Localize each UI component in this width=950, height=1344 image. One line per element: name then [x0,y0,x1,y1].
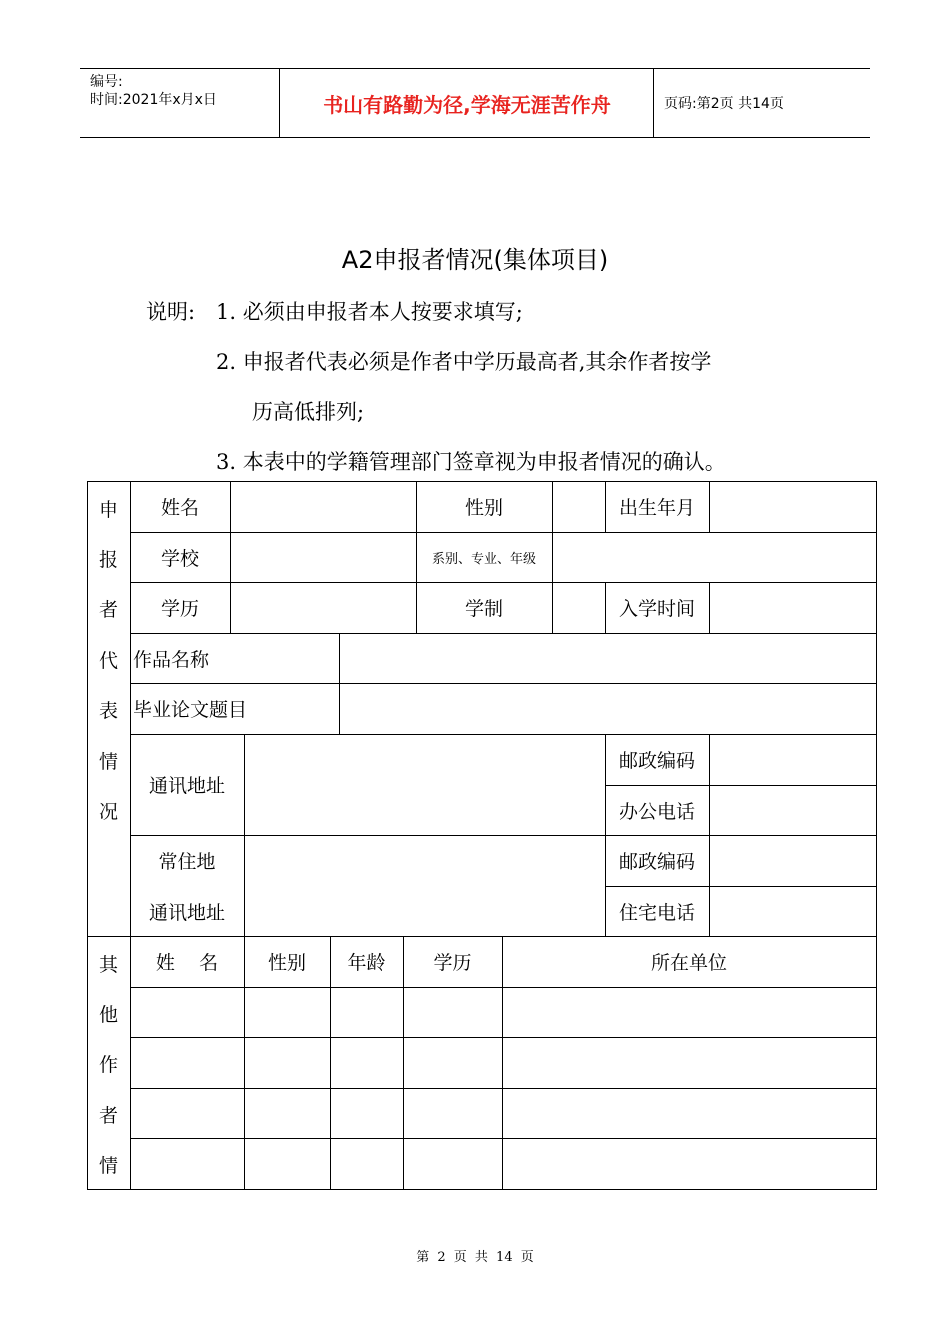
header-meta [80,69,280,137]
header-motto: 书山有路勤为径,学海无涯苦作舟 [281,69,654,137]
col-name-header: 姓 名 [155,952,219,974]
note-item-3: 3. 本表中的学籍管理部门签章视为申报者情况的确认。 [216,450,726,474]
note-item-2: 2. 申报者代表必须是作者中学历最高者,其余作者按学 [216,350,712,374]
postcode2-field[interactable] [710,835,876,886]
birth-field[interactable] [710,481,876,532]
school-field[interactable] [231,532,416,582]
enroll-time-field[interactable] [710,582,876,633]
table-row[interactable] [131,1139,876,1189]
education-label: 学历 [160,598,199,620]
note-item-1: 1. 必须由申报者本人按要求填写; [216,300,523,324]
col-edu-header: 学历 [433,952,472,974]
postcode-field[interactable] [710,734,876,785]
applicant-table [87,481,877,1190]
dept-field[interactable] [553,532,876,582]
section1-label-char: 情 [98,751,118,773]
school-label: 学校 [160,547,199,570]
section2-label-char: 情 [98,1155,118,1177]
page-title: A2申报者情况(集体项目) [341,246,609,274]
mail-address-label: 通讯地址 [148,775,225,797]
permanent-address-label-1: 常住地 [158,851,216,873]
thesis-title-label: 毕业论文题目 [133,699,248,721]
thesis-title-field[interactable] [340,683,876,734]
number-label: 编号: [90,74,123,90]
note-item-2-cont: 历高低排列; [252,400,365,424]
office-phone-field[interactable] [710,785,876,835]
work-title-label: 作品名称 [133,648,210,671]
section2-label-char: 其 [98,954,118,976]
col-gender-header: 性别 [267,952,306,974]
section1-label-char: 申 [98,499,118,521]
col-unit-header: 所在单位 [650,952,727,974]
gender-field[interactable] [553,481,605,532]
schooling-label: 学制 [464,598,503,620]
education-field[interactable] [231,582,416,633]
gender-label: 性别 [464,497,503,519]
time-label: 时间:2021年x月x日 [90,92,217,108]
col-age-header: 年龄 [347,952,386,974]
table-row[interactable] [131,1089,876,1138]
page-footer: 第 2 页 共 14 页 [416,1250,534,1265]
mail-address-field[interactable] [245,734,605,835]
header-page-label: 页码:第2页 共14页 [664,96,784,112]
name-label: 姓名 [160,497,199,519]
section2-label-char: 作 [98,1054,118,1076]
section1-label-char: 表 [98,700,118,722]
table-row[interactable] [131,1038,876,1088]
postcode2-label: 邮政编码 [618,851,695,873]
name-field[interactable] [231,481,416,532]
enroll-time-label: 入学时间 [618,598,695,620]
note-lead: 说明: [146,300,196,324]
section1-label-char: 代 [98,650,118,672]
permanent-address-field[interactable] [245,835,605,936]
schooling-field[interactable] [553,582,605,633]
home-phone-field[interactable] [710,886,876,936]
section2-label-char: 他 [98,1004,118,1026]
page-header [80,68,870,138]
postcode-label: 邮政编码 [618,750,695,772]
dept-label: 系别、专业、年级 [431,551,536,567]
home-phone-label: 住宅电话 [618,901,695,924]
permanent-address-label-2: 通讯地址 [148,901,225,924]
birth-label: 出生年月 [618,497,695,519]
work-title-field[interactable] [340,633,876,683]
section1-label-char: 况 [98,801,118,823]
office-phone-label: 办公电话 [618,800,695,823]
section2-label-char: 者 [98,1105,118,1127]
section1-label-char: 报 [98,549,118,571]
section1-label-char: 者 [98,599,118,621]
table-row[interactable] [131,988,876,1037]
